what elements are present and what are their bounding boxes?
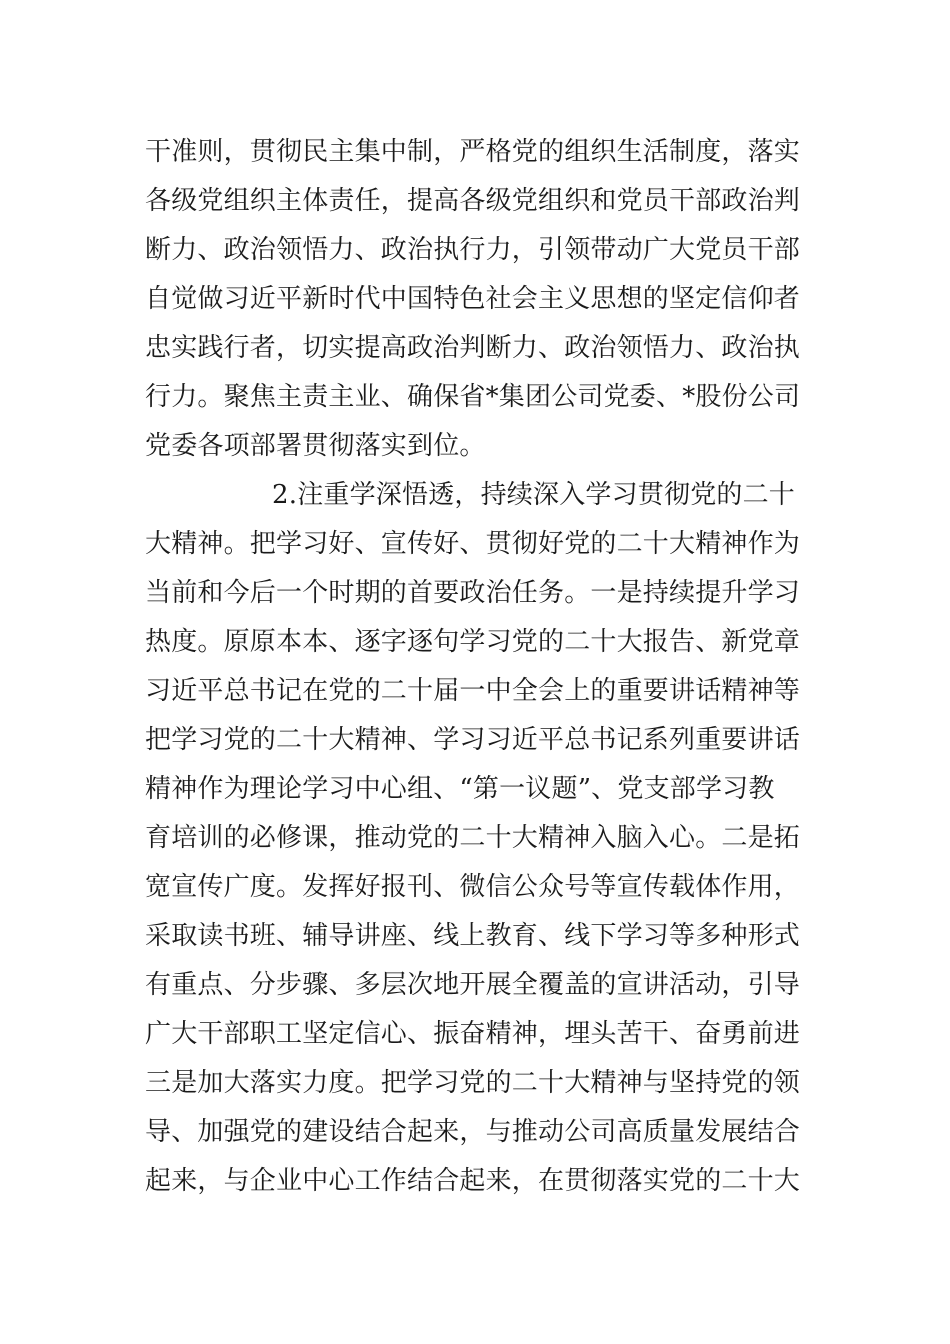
text-line: 三是加大落实力度。把学习党的二十大精神与坚持党的领 xyxy=(145,1068,801,1098)
text-line: 广大干部职工坚定信心、振奋精神，埋头苦干、奋勇前进 xyxy=(145,1019,801,1049)
text-line: 各级党组织主体责任，提高各级党组织和党员干部政治判 xyxy=(145,186,801,216)
text-line: 断力、政治领悟力、政治执行力，引领带动广大党员干部 xyxy=(145,235,801,265)
text-line: 起来，与企业中心工作结合起来，在贯彻落实党的二十大 xyxy=(145,1166,801,1196)
text-line: 宽宣传广度。发挥好报刊、微信公众号等宣传载体作用， xyxy=(145,872,801,902)
text-line: 自觉做习近平新时代中国特色社会主义思想的坚定信仰者 xyxy=(145,284,801,314)
paragraph-heading-line: 2.注重学深悟透，持续深入学习贯彻党的二十 xyxy=(272,480,796,510)
text-line: 有重点、分步骤、多层次地开展全覆盖的宣讲活动，引导 xyxy=(145,970,801,1000)
text-line: 精神作为理论学习中心组、“第一议题”、党支部学习教 xyxy=(145,774,775,804)
text-line: 育培训的必修课，推动党的二十大精神入脑入心。二是拓 xyxy=(145,823,801,853)
text-line: 导、加强党的建设结合起来，与推动公司高质量发展结合 xyxy=(145,1117,801,1147)
text-line: 忠实践行者，切实提高政治判断力、政治领悟力、政治执 xyxy=(145,333,801,363)
text-line: 干准则，贯彻民主集中制，严格党的组织生活制度，落实 xyxy=(145,137,801,167)
text-line: 习近平总书记在党的二十届一中全会上的重要讲话精神等 xyxy=(145,676,801,706)
text-line: 行力。聚焦主责主业、确保省*集团公司党委、*股份公司 xyxy=(145,382,801,412)
text-line: 当前和今后一个时期的首要政治任务。一是持续提升学习 xyxy=(145,578,801,608)
text-line: 把学习党的二十大精神、学习习近平总书记系列重要讲话 xyxy=(145,725,801,755)
text-line: 大精神。把学习好、宣传好、贯彻好党的二十大精神作为 xyxy=(145,529,801,559)
text-line: 采取读书班、辅导讲座、线上教育、线下学习等多种形式 xyxy=(145,921,801,951)
text-line: 党委各项部署贯彻落实到位。 xyxy=(145,431,486,461)
text-line: 热度。原原本本、逐字逐句学习党的二十大报告、新党章 xyxy=(145,627,801,657)
